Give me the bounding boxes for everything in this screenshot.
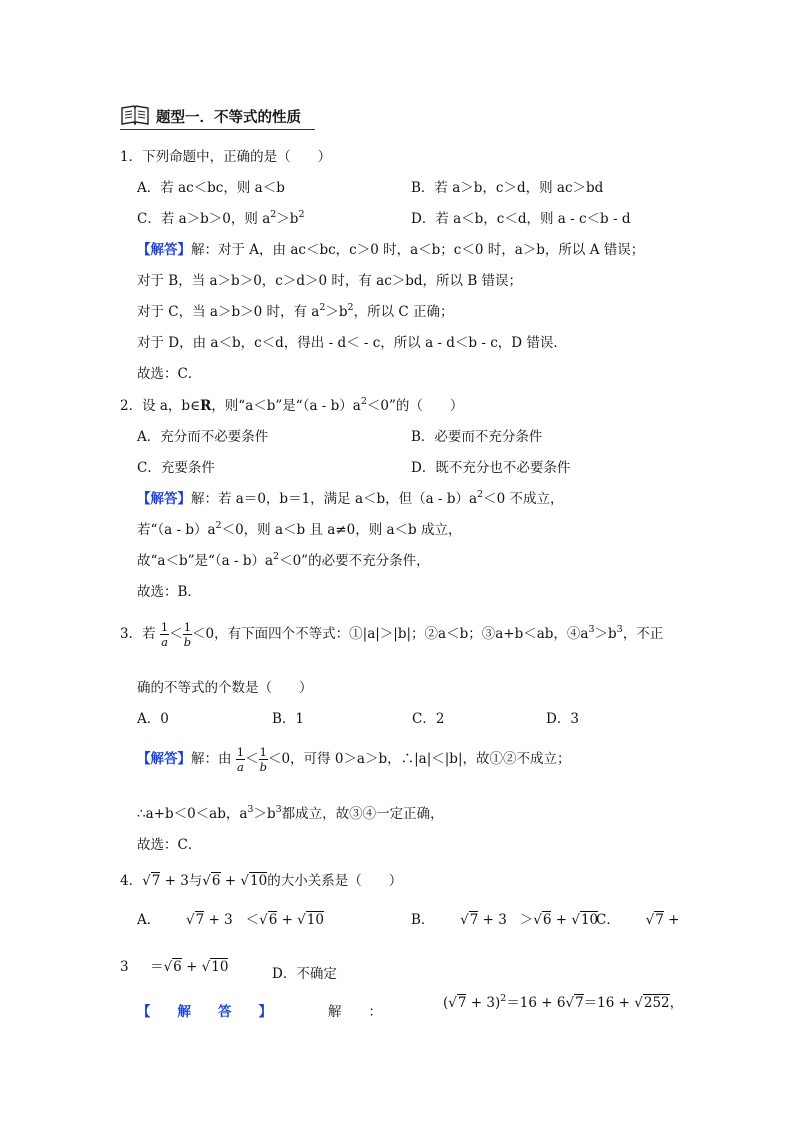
section-title: 题型一．不等式的性质 — [156, 110, 301, 126]
q3-answer-line2: ∴a+b＜0＜ab，$a^3>b^3$都成立，故③④一定正确， — [137, 804, 444, 822]
section-header — [120, 103, 315, 130]
answer-tag: 【解答】 — [137, 242, 191, 258]
q2-answer-line3: 故“a＜b”是“$(a - b)a^2<0$”的必要不充分条件， — [137, 551, 430, 569]
q3-option-c: C．2 — [412, 711, 445, 727]
q2-option-d: D．既不充分也不必要条件 — [411, 460, 571, 476]
q1-answer-line4: 对于 D，由 a＜b，c＜d，得出 - d＜ - c，所以 a - d＜b - c，D 错误． — [137, 335, 567, 351]
q3-option-a: A．0 — [137, 711, 169, 727]
q1-option-a: A．若 ac＜bc，则 a＜b — [137, 180, 285, 196]
q4-option-a: A． √7 + 3 ＜√6 + √10 — [137, 912, 324, 928]
q4-option-d: D．不确定 — [272, 966, 337, 982]
q1-answer-line3: 对于 C，当 a＞b＞0 时，有 $a^2>b^2$，所以 C 正确； — [137, 302, 454, 320]
q3-choose: 故选：C． — [137, 837, 202, 853]
q3-option-d: D．3 — [546, 711, 579, 727]
q4-option-b: B． √7 + 3 ＞√6 + √10 — [411, 912, 599, 928]
q1-answer-line2: 对于 B，当 a＞b＞0，c＞d＞0 时，有 ac＞bd，所以 B 错误； — [137, 273, 523, 289]
q3-answer-line1: 【解答】解：由 $\frac{1}{a}$ ＜ $\frac{1}{b}$ ＜0，可得 0＞a＞b，∴|a|＜|b|，故①②不成立； — [137, 745, 571, 774]
fraction-1-over-b: $\frac{1}{b}$ — [183, 620, 192, 649]
q1-answer-line1: 【解答】解：对于 A，由 ac＜bc，c＞0 时，a＜b；c＜0 时，a＞b，所以 A 错误； — [137, 242, 645, 258]
q4-answer-equation: $(√7 + 3)^2=16 + 6√7=16 + √252$， — [443, 993, 684, 1011]
answer-tag: 【解答】 — [137, 491, 191, 507]
q2-choose: 故选：B． — [137, 584, 201, 600]
q1-option-c: C．若 a＞b＞0，则 $a^2>b^2$ — [137, 209, 305, 227]
q2-option-c: C．充要条件 — [137, 460, 215, 476]
q2-answer-line1: 【解答】解：若 a＝0，b＝1，满足 a＜b，但$(a - b)a^2<0$ 不成立， — [137, 489, 564, 507]
q1-option-b: B．若 a＞b，c＞d，则 ac＞bd — [411, 180, 604, 196]
q4-answer-tag: 【 解 答 】 — [137, 1004, 272, 1020]
book-icon — [120, 104, 150, 126]
q1-stem: 1．下列命题中，正确的是（ ） — [120, 149, 332, 165]
fraction-1-over-b: $\frac{1}{b}$ — [259, 745, 267, 774]
fraction-1-over-a: $\frac{1}{a}$ — [160, 620, 169, 649]
q4-option-c-continued: 3 ＝√6 + √10 — [120, 959, 229, 975]
q4-option-c: C． √7 + — [596, 912, 680, 928]
q4-stem: 4．√7 + 3与√6 + √10的大小关系是（ ） — [120, 873, 403, 889]
q1-option-d: D．若 a＜b，c＜d，则 a - c＜b - d — [411, 211, 631, 227]
q3-stem-line2: 确的不等式的个数是（ ） — [137, 680, 313, 696]
q2-answer-line2: 若“$(a - b)a^2<0$，则 a＜b 且 a≠0，则 a＜b 成立， — [137, 520, 462, 538]
fraction-1-over-a: $\frac{1}{a}$ — [236, 745, 245, 774]
q3-stem-line1: 3．若 $\frac{1}{a}$ ＜ $\frac{1}{b}$ ＜0，有下面四个不等式：①|a|＞|b|；②a＜b；③a+b＜ab，$④a^3>b^3$，不正 — [120, 620, 664, 649]
q1-choose: 故选：C． — [137, 366, 202, 382]
q4-answer-jie: 解 ： — [328, 1004, 382, 1020]
answer-tag: 【解答】 — [137, 751, 191, 767]
q2-option-a: A．充分而不必要条件 — [137, 429, 269, 445]
q3-option-b: B．1 — [272, 711, 305, 727]
q2-option-b: B．必要而不充分条件 — [411, 429, 543, 445]
q2-stem: 2．设 a，b∈R，则“a＜b”是“$(a - b)a^2<0$”的（ ） — [120, 396, 464, 414]
